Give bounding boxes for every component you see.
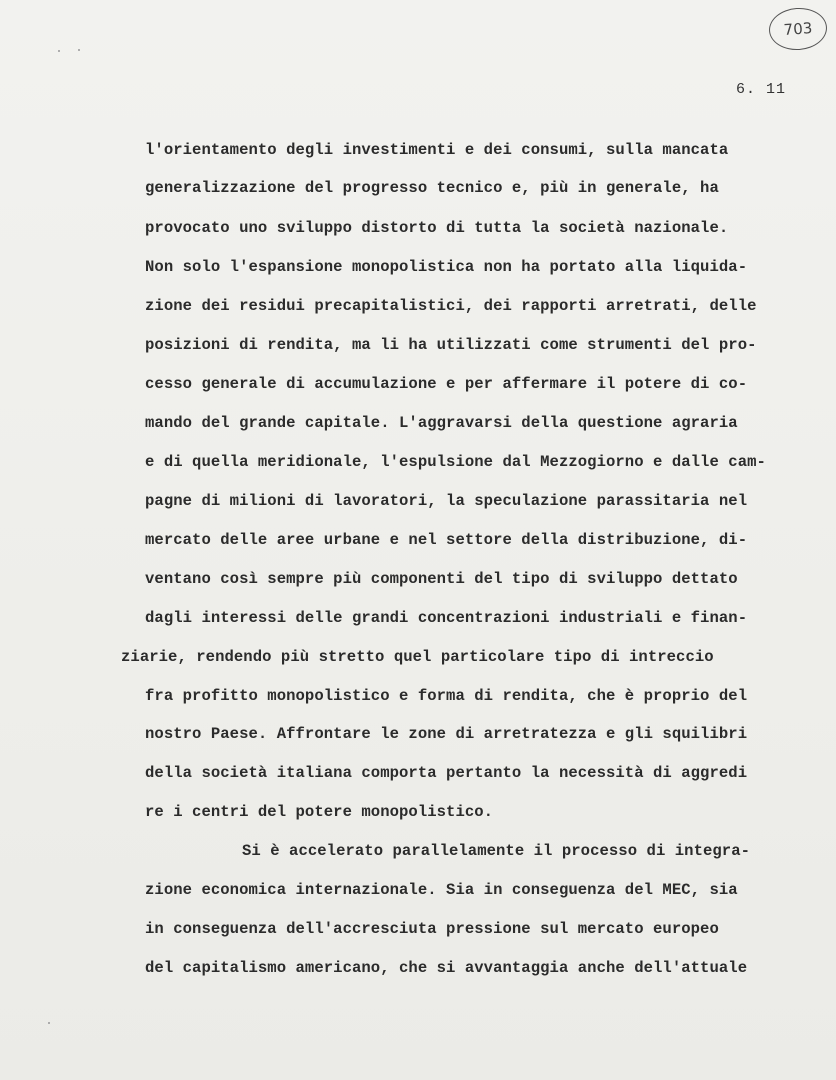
text-line: mando del grande capitale. L'aggravarsi della questione agraria [145,414,738,432]
paper-speck [48,1022,50,1024]
archive-number: 703 [783,19,813,39]
text-line: nostro Paese. Affrontare le zone di arretratezza e gli squilibri [145,725,748,743]
text-line: Si è accelerato parallelamente il processo di integra- [242,842,751,860]
text-line: pagne di milioni di lavoratori, la speculazione parassitaria nel [145,492,748,510]
text-line: mercato delle aree urbane e nel settore della distribuzione, di- [145,531,748,549]
text-line: Non solo l'espansione monopolistica non ha portato alla liquida- [145,258,748,276]
paper-speck [58,50,60,52]
text-line: posizioni di rendita, ma li ha utilizzati come strumenti del pro- [145,336,757,354]
text-line: re i centri del potere monopolistico. [145,803,494,821]
text-line: zione dei residui precapitalistici, dei rapporti arretrati, delle [145,297,757,315]
text-line: in conseguenza dell'accresciuta pressione sul mercato europeo [145,920,719,938]
text-line: della società italiana comporta pertanto la necessità di aggredi [145,764,748,782]
text-line: del capitalismo americano, che si avvantaggia anche dell'attuale [145,959,748,977]
page-number: 6. 11 [736,81,787,98]
text-line: e di quella meridionale, l'espulsione dal Mezzogiorno e dalle cam- [145,453,766,471]
text-line: dagli interessi delle grandi concentrazioni industriali e finan- [145,609,748,627]
archive-stamp [768,6,829,52]
paper-speck [78,49,80,51]
text-line: fra profitto monopolistico e forma di rendita, che è proprio del [145,687,748,705]
text-line: generalizzazione del progresso tecnico e, più in generale, ha [145,179,719,197]
text-line: cesso generale di accumulazione e per affermare il potere di co- [145,375,748,393]
text-line: ziarie, rendendo più stretto quel particolare tipo di intreccio [121,648,714,666]
text-line: zione economica internazionale. Sia in conseguenza del MEC, sia [145,881,738,899]
text-line: l'orientamento degli investimenti e dei consumi, sulla mancata [145,141,729,159]
text-line: provocato uno sviluppo distorto di tutta la società nazionale. [145,219,729,237]
text-line: ventano così sempre più componenti del tipo di sviluppo dettato [145,570,738,588]
